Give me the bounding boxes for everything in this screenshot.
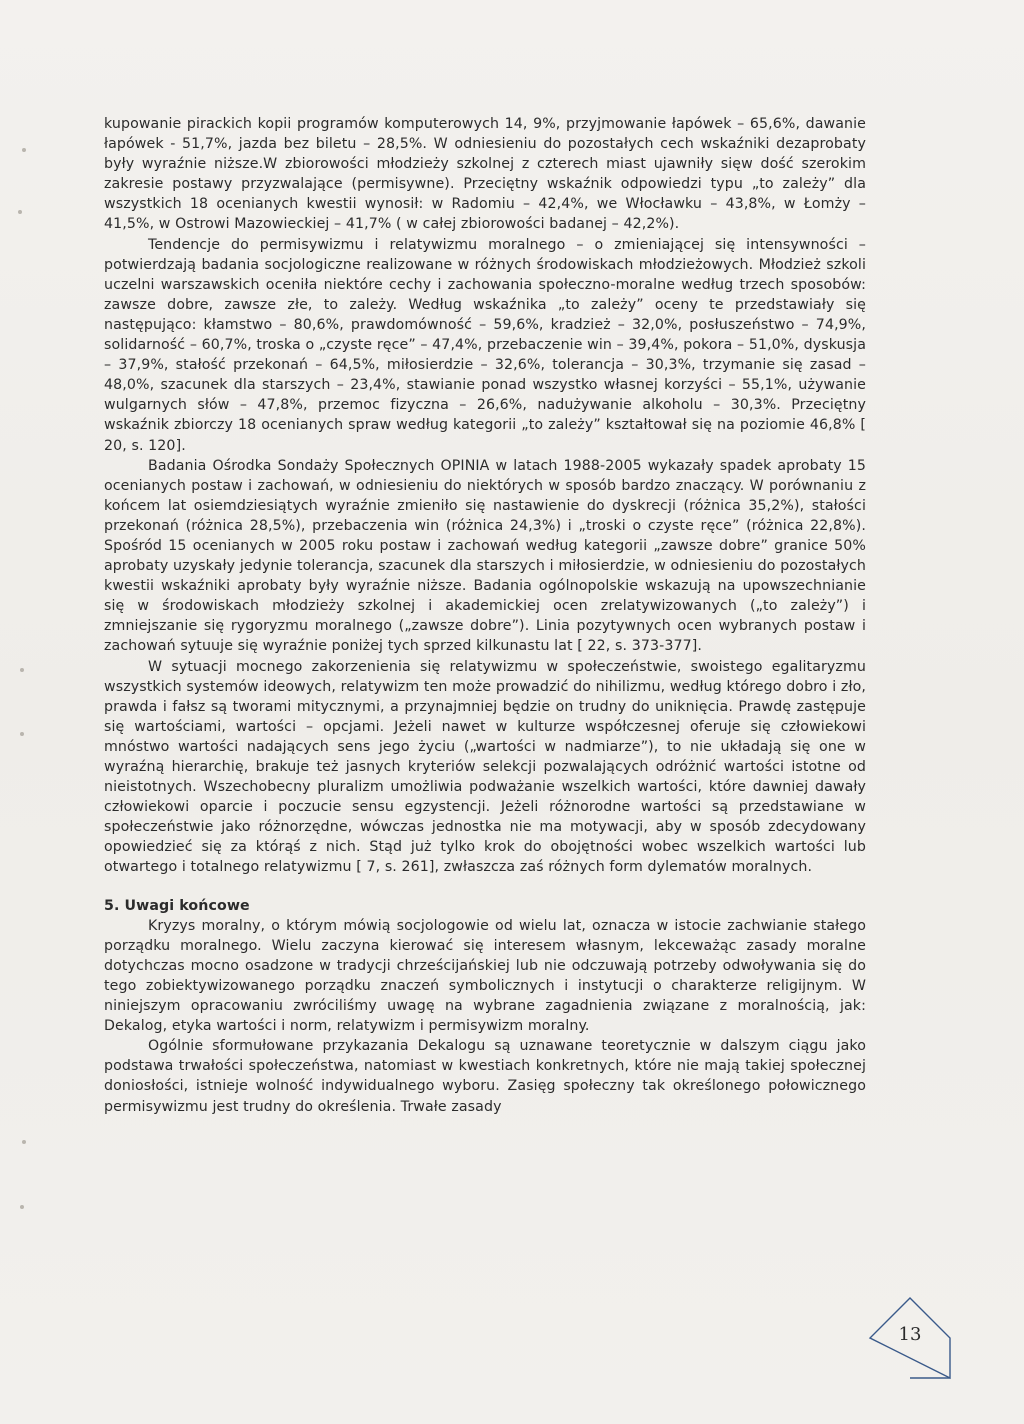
margin-punch-mark <box>20 1205 24 1209</box>
paragraph-4: W sytuacji mocnego zakorzenienia się relatywizmu w społeczeństwie, swoistego egalitaryzmu wszystkich systemów ideowych, relatywizm ten może prowadzić do nihilizmu, według którego dobro i zło, prawda i fałsz są tworami mitycznymi, a przynajmniej będzie on trudny do uniknięcia. Prawdę zastępuje się wartościami, wartości – opcjami. Jeżeli nawet w kulturze współczesnej oferuje się człowiekowi mnóstwo wartości nadających sens jego życiu („wartości w nadmiarze”), to nie układają się one w wyraźną hierarchię, brakuje też jasnych kryteriów selekcji pozwalających odróżnić wartości istotne od nieistotnych. Wszechobecny pluralizm umożliwia podważanie wszelkich wartości, które dawniej dawały człowiekowi oparcie i poczucie sensu egzystencji. Jeżeli różnorodne wartości są przedstawiane w społeczeństwie jako różnorzędne, wówczas jednostka nie ma motywacji, aby w sposób zdecydowany opowiedzieć się za którąś z nich. Stąd już tylko krok do obojętności wobec wszelkich wartości lub otwartego i totalnego relatywizmu [ 7, s. 261], zwłaszcza zaś różnych form dylematów moralnych. <box>104 658 866 876</box>
page-number: 13 <box>898 1324 922 1345</box>
margin-punch-mark <box>22 148 26 152</box>
section-paragraph-1: Kryzys moralny, o którym mówią socjologowie od wielu lat, oznacza w istocie zachwianie stałego porządku moralnego. Wielu zaczyna kierować się interesem własnym, lekceważąc zasady moralne dotychczas mocno osadzone w tradycji chrześcijańskiej lub nie odczuwają potrzeby odwoływania się do tego zobiektywizowanego porządku znaczeń symbolicznych i instytucji o charakterze religijnym. W niniejszym opracowaniu zwróciliśmy uwagę na wybrane zagadnienia związane z moralnością, jak: Dekalog, etyka wartości i norm, relatywizm i permisywizm moralny. <box>104 917 866 1035</box>
paragraph-2: Tendencje do permisywizmu i relatywizmu moralnego – o zmieniającej się intensywności – potwierdzają badania socjologiczne realizowane w różnych środowiskach młodzieżowych. Młodzież szkoli uczelni warszawskich oceniła niektóre cechy i zachowania społeczno-moralne według trzech sposobów: zawsze dobre, zawsze złe, to zależy. Według wskaźnika „to zależy” oceny te przedstawiały się następująco: kłamstwo – 80,6%, prawdomówność – 59,6%, kradzież – 32,0%, posłuszeństwo – 74,9%, solidarność – 60,7%, troska o „czyste ręce” – 47,4%, przebaczenie win – 39,4%, pokora – 51,0%, dyskusja – 37,9%, stałość przekonań – 64,5%, miłosierdzie – 32,6%, tolerancja – 30,3%, trzymanie się zasad – 48,0%, szacunek dla starszych – 23,4%, stawianie ponad wszystko własnej korzyści – 55,1%, używanie wulgarnych słów – 47,8%, przemoc fizyczna – 26,6%, nadużywanie alkoholu – 30,3%. Przeciętny wskaźnik zbiorczy 18 ocenianych spraw według kategorii „to zależy” kształtował się na poziomie 46,8% [ 20, s. 120]. <box>104 236 866 454</box>
margin-punch-mark <box>22 1140 26 1144</box>
margin-punch-mark <box>20 668 24 672</box>
section-paragraph-2: Ogólnie sformułowane przykazania Dekalogu są uznawane teoretycznie w dalszym ciągu jako podstawa trwałości społeczeństwa, natomiast w kwestiach konkretnych, które nie mają takiej społecznej doniosłości, istnieje wolność indywidualnego wyboru. Zasięg społeczny tak określonego połowicznego permisywizmu jest trudny do określenia. Trwałe zasady <box>104 1038 866 1115</box>
margin-punch-mark <box>20 732 24 736</box>
section-heading: 5. Uwagi końcowe <box>104 897 250 914</box>
paragraph-3: Badania Ośrodka Sondaży Społecznych OPINIA w latach 1988-2005 wykazały spadek aprobaty 15 ocenianych postaw i zachowań, w odniesieniu do niektórych w sposób bardzo znaczący. W porównaniu z końcem lat osiemdziesiątych wyraźnie zmieniło się nastawienie do dyskrecji (różnica 35,2%), stałości przekonań (różnica 28,5%), przebaczenia win (różnica 24,3%) i „troski o czyste ręce” (różnica 22,8%). Spośród 15 ocenianych w 2005 roku postaw i zachowań według kategorii „zawsze dobre” granice 50% aprobaty uzyskały jedynie tolerancja, szacunek dla starszych i miłosierdzie, w odniesieniu do pozostałych kwestii wskaźniki aprobaty były wyraźnie niższe. Badania ogólnopolskie wskazują na upowszechnianie się w środowiskach młodzieży szkolnej i akademickiej ocen zrelatywizowanych („to zależy”) i zmniejszanie się rygoryzmu moralnego („zawsze dobre”). Linia pozytywnych ocen wybranych postaw i zachowań sytuuje się wyraźnie poniżej tych sprzed kilkunastu lat [ 22, s. 373-377]. <box>104 457 866 655</box>
paragraph-1: kupowanie pirackich kopii programów komputerowych 14, 9%, przyjmowanie łapówek – 65,6%, dawanie łapówek - 51,7%, jazda bez biletu – 28,5%. W odniesieniu do pozostałych cech wskaźniki dezaprobaty były wyraźnie niższe.W zbiorowości młodzieży szkolnej z czterech miast ujawniły sięw dość szerokim zakresie postawy przyzwalające (permisywne). Przeciętny wskaźnik odpowiedzi typu „to zależy” dla wszystkich 18 ocenianych kwestii wynosił: w Radomiu – 42,4%, we Włocławku – 43,8%, w Łomży – 41,5%, w Ostrowi Mazowieckiej – 41,7% ( w całej zbiorowości badanej – 42,2%). <box>104 116 866 233</box>
margin-punch-mark <box>18 210 22 214</box>
document-body <box>104 114 866 1117</box>
